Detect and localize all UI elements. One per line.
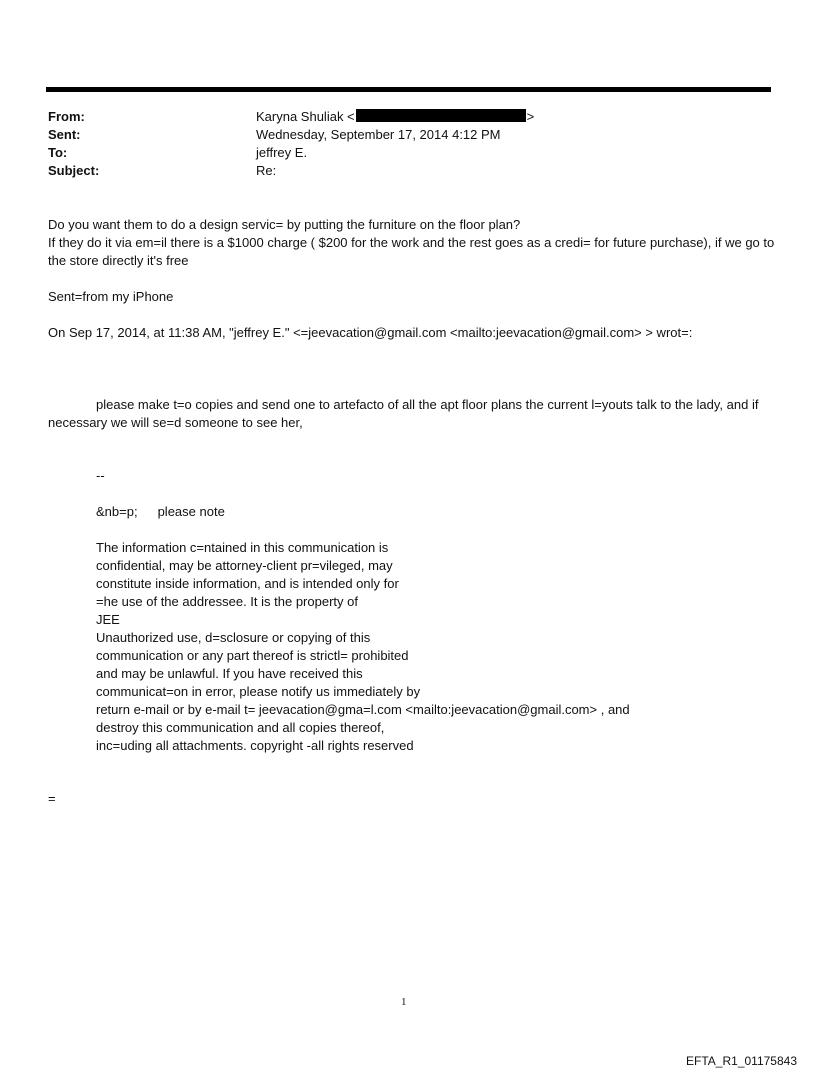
from-name: Karyna Shuliak < bbox=[256, 109, 355, 124]
body-line-1: Do you want them to do a design servic= by putting the furniture on the floor plan? bbox=[48, 217, 521, 232]
to-label: To: bbox=[48, 145, 68, 160]
from-value bbox=[256, 108, 534, 126]
subject-value: Re: bbox=[256, 163, 277, 178]
confidentiality-notice bbox=[96, 539, 630, 755]
please-note: please note bbox=[157, 504, 225, 519]
notice-line: and may be unlawful. If you have received this bbox=[96, 666, 363, 681]
redaction-bar bbox=[356, 109, 526, 122]
nbsp-prefix: &nb=p; bbox=[96, 504, 138, 519]
page-number: 1 bbox=[401, 996, 407, 1008]
notice-line: constitute inside information, and is intended only for bbox=[96, 576, 399, 591]
notice-line: JEE bbox=[96, 612, 120, 627]
notice-line: confidential, may be attorney-client pr=vileged, may bbox=[96, 558, 393, 573]
signature-dashes: -- bbox=[96, 468, 105, 483]
bates-number: EFTA_R1_01175843 bbox=[686, 1054, 797, 1068]
notice-line: communication or any part thereof is strictl= prohibited bbox=[96, 648, 409, 663]
notice-line: Unauthorized use, d=sclosure or copying of this bbox=[96, 630, 371, 645]
body-line-2: If they do it via em=il there is a $1000 charge ( $200 for the work and the rest goes as a credi= for future purchase), if we go to the store directly it's free bbox=[48, 235, 775, 268]
sent-label: Sent: bbox=[48, 127, 81, 142]
sent-value: Wednesday, September 17, 2014 4:12 PM bbox=[256, 127, 501, 142]
notice-line: return e-mail or by e-mail t= jeevacation@gma=l.com <mailto:jeevacation@gmail.com> , and bbox=[96, 702, 630, 717]
subject-label: Subject: bbox=[48, 163, 100, 178]
quote-intro: On Sep 17, 2014, at 11:38 AM, "jeffrey E." <=jeevacation@gmail.com <mailto:jeevacation@gmail.com> > wrot=: bbox=[48, 325, 693, 340]
quoted-message: please make t=o copies and send one to artefacto of all the apt floor plans the current l=youts talk to the lady, and if necessary we will se=d someone to see her, bbox=[48, 397, 759, 430]
header-rule bbox=[46, 87, 771, 92]
from-label: From: bbox=[48, 109, 85, 124]
notice-line: destroy this communication and all copies thereof, bbox=[96, 720, 385, 735]
to-value: jeffrey E. bbox=[256, 145, 308, 160]
signature-line: Sent=from my iPhone bbox=[48, 289, 174, 304]
notice-line: =he use of the addressee. It is the property of bbox=[96, 594, 358, 609]
please-note-line bbox=[96, 503, 225, 521]
notice-line: inc=uding all attachments. copyright -all rights reserved bbox=[96, 738, 414, 753]
notice-line: The information c=ntained in this communication is bbox=[96, 540, 389, 555]
trailing-equals: = bbox=[48, 791, 56, 806]
from-suffix: > bbox=[526, 109, 535, 124]
notice-line: communicat=on in error, please notify us immediately by bbox=[96, 684, 421, 699]
